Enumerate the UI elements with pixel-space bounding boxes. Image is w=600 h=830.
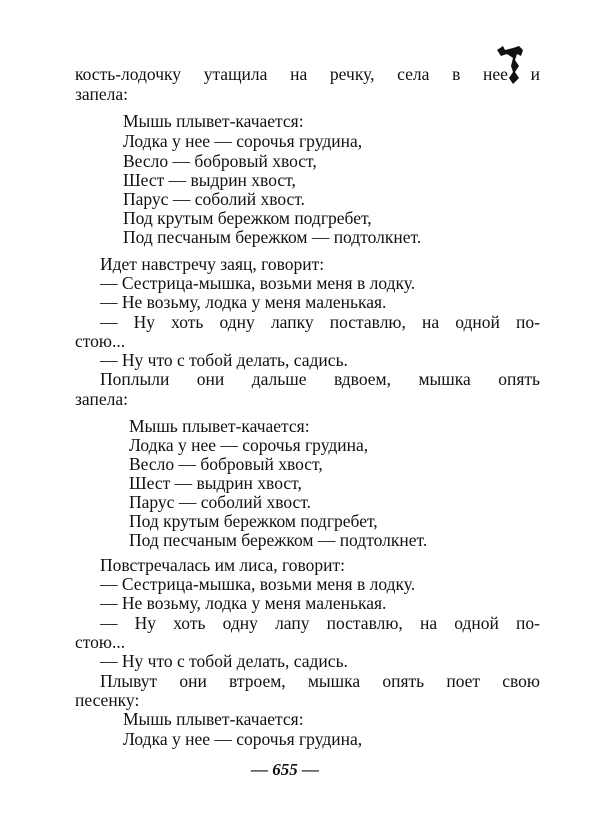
dialogue-line: — Ну хоть одну лапку поставлю, на одной по- [100, 312, 540, 332]
text-line: кость-лодочку утащила на речку, села в нее и [75, 64, 540, 84]
poem-line: Шест — выдрин хвост, [129, 473, 302, 493]
text-line: Поплыли они дальше вдвоем, мышка опять [100, 369, 540, 389]
poem-line: Шест — выдрин хвост, [123, 170, 296, 190]
poem-line: Весло — бобровый хвост, [129, 454, 323, 474]
text-line: Идет навстречу заяц, говорит: [100, 254, 325, 274]
text-line: запела: [75, 84, 128, 104]
poem-line: Парус — соболий хвост. [123, 189, 306, 209]
poem-line: Под крутым бережком подгребет, [129, 511, 378, 531]
dialogue-line: — Ну что с тобой делать, садись. [100, 651, 348, 671]
poem-line: Весло — бобровый хвост, [123, 151, 317, 171]
text-line: запела: [75, 389, 128, 409]
poem-line: Мышь плывет-качается: [123, 111, 304, 131]
page-number: — 655 — [251, 760, 319, 779]
dialogue-line: — Не возьму, лодка у меня маленькая. [100, 593, 387, 613]
dialogue-line: — Ну хоть одну лапу поставлю, на одной по- [100, 613, 540, 633]
poem-line: Парус — соболий хвост. [129, 492, 312, 512]
poem-line: Под песчаным бережком — подтолкнет. [129, 530, 428, 550]
text-line: песенку: [75, 690, 140, 710]
poem-line: Под крутым бережком подгребет, [123, 208, 372, 228]
dialogue-line: — Не возьму, лодка у меня маленькая. [100, 292, 387, 312]
poem-line: Мышь плывет-качается: [123, 709, 304, 729]
poem-line: Под песчаным бережком — подтолкнет. [123, 227, 422, 247]
dialogue-line: — Сестрица-мышка, возьми меня в лодку. [100, 574, 416, 594]
poem-line: Лодка у нее — сорочья грудина, [129, 435, 369, 455]
dialogue-line: стою... [75, 632, 126, 652]
poem-line: Лодка у нее — сорочья грудина, [123, 131, 363, 151]
text-line: Повстречалась им лиса, говорит: [100, 555, 346, 575]
dialogue-line: стою... [75, 331, 126, 351]
dialogue-line: — Ну что с тобой делать, садись. [100, 350, 348, 370]
text-line: Плывут они втроем, мышка опять поет свою [100, 671, 540, 691]
poem-line: Лодка у нее — сорочья грудина, [123, 729, 363, 749]
dialogue-line: — Сестрица-мышка, возьми меня в лодку. [100, 273, 416, 293]
poem-line: Мышь плывет-качается: [129, 416, 310, 436]
